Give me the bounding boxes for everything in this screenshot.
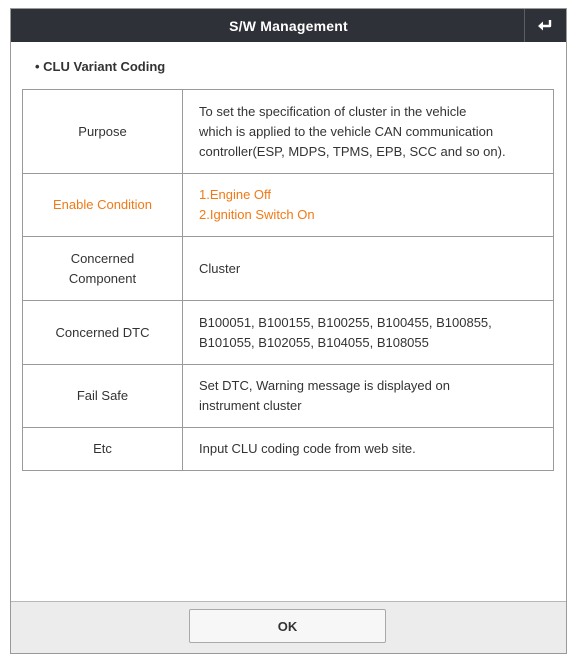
title-bar [11, 9, 566, 42]
row-value: Set DTC, Warning message is displayed on instrument cluster [183, 365, 554, 428]
table-row [23, 428, 554, 471]
row-value: B100051, B100155, B100255, B100455, B100855, B101055, B102055, B104055, B108055 [183, 301, 554, 365]
row-label: Concerned Component [23, 237, 183, 301]
info-table [22, 89, 554, 471]
row-value: Cluster [183, 237, 554, 301]
dialog-title: S/W Management [229, 17, 348, 34]
row-label: Enable Condition [23, 174, 183, 237]
ok-button[interactable]: OK [189, 609, 386, 643]
return-arrow-icon [537, 18, 555, 34]
row-label: Etc [23, 428, 183, 471]
row-label: Purpose [23, 90, 183, 174]
table-row [23, 301, 554, 365]
section-label: • CLU Variant Coding [35, 59, 166, 74]
table-row [23, 365, 554, 428]
row-value: To set the specification of cluster in the vehicle which is applied to the vehicle CAN communication controller(ESP, MDPS, TPMS, EPB, SCC and so on). [183, 90, 554, 174]
sw-management-dialog [10, 8, 567, 654]
dialog-footer [11, 601, 566, 653]
back-button[interactable] [524, 9, 566, 42]
row-value: Input CLU coding code from web site. [183, 428, 554, 471]
row-label: Concerned DTC [23, 301, 183, 365]
row-label: Fail Safe [23, 365, 183, 428]
row-value: 1.Engine Off 2.Ignition Switch On [183, 174, 554, 237]
table-row [23, 90, 554, 174]
table-row [23, 237, 554, 301]
table-row [23, 174, 554, 237]
